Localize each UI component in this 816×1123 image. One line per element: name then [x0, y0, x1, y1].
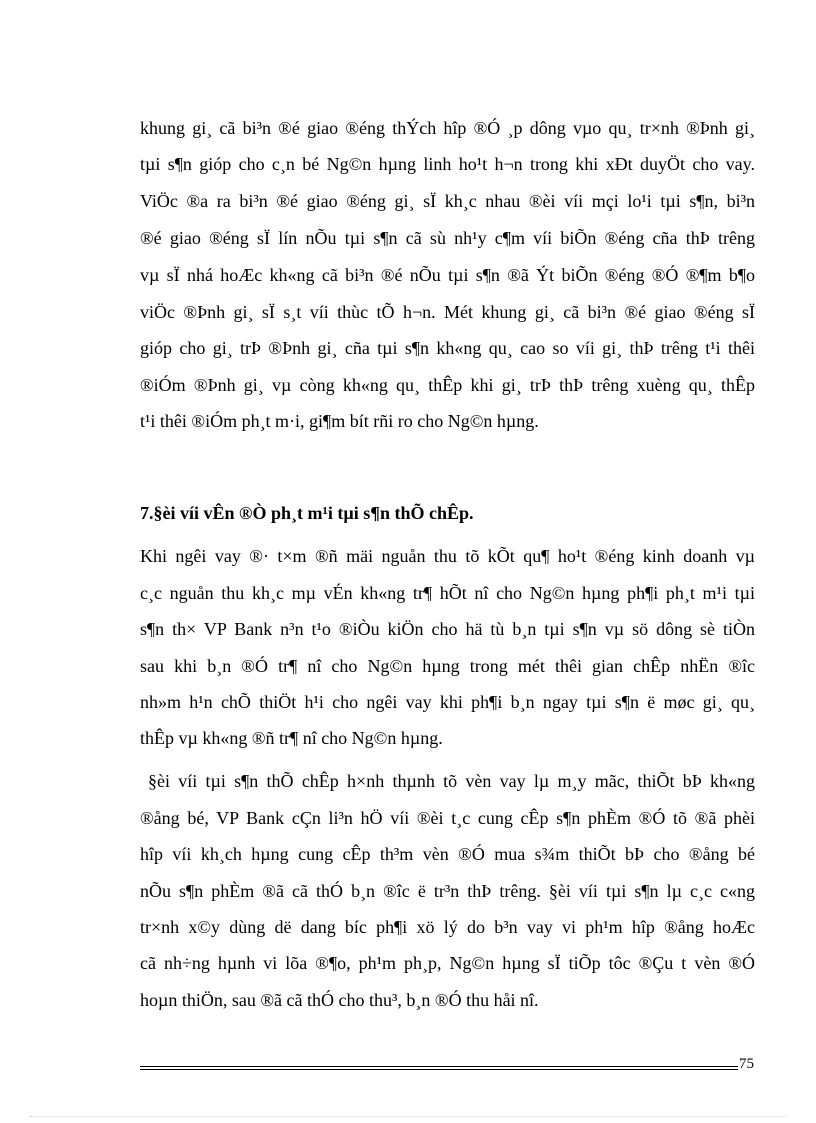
text-line: nh»m h¹n chÕ thiÖt h¹i cho ngêi vay khi ph¶i b¸n ngay tµi s¶n ë møc gi¸ qu¸ [140, 692, 755, 712]
page-bottom-border [30, 1116, 786, 1117]
text-line: nÕu s¶n phÈm ®ã cã thÓ b¸n ®îc ë tr³n thÞ trêng. §èi víi tµi s¶n lµ c¸c c«ng [140, 881, 755, 901]
text-line: c¸c nguån thu kh¸c mµ vÉn kh«ng tr¶ hÕt nî cho Ng©n hµng ph¶i ph¸t m¹i tµi [140, 583, 755, 603]
text-line: khung gi¸ cã bi³n ®é giao ®éng thÝch hîp ®Ó ¸p dông vµo qu¸ tr×nh ®Þnh gi¸ [140, 118, 755, 138]
text-line: tr×nh x©y dùng dë dang bíc ph¶i xö lý do b³n vay vi ph¹m hîp ®ång hoÆc [140, 917, 755, 937]
text-line: ®é giao ®éng sÏ lín nÕu tµi s¶n cã sù nh¹y c¶m víi biÕn ®éng cña thÞ trêng [140, 228, 755, 248]
text-line: viÖc ®Þnh gi¸ sÏ s¸t víi thùc tÕ h¬n. Mét khung gi¸ cã bi³n ®é giao ®éng sÏ [140, 302, 755, 322]
text-line: s¶n th× VP Bank n³n t¹o ®iÒu kiÖn cho hä tù b¸n tµi s¶n vµ sö dông sè tiÒn [140, 619, 755, 639]
section-heading: 7.§èi víi vÊn ®Ò ph¸t m¹i tµi s¶n thÕ chÊp. [140, 503, 474, 523]
text-line: cã nh÷ng hµnh vi lõa ®¶o, ph¹m ph¸p, Ng©n hµng sÏ tiÕp tôc ®Çu t vèn ®Ó [140, 953, 755, 973]
text-line: §èi víi tµi s¶n thÕ chÊp h×nh thµnh tõ vèn vay lµ m¸y mãc, thiÕt bÞ kh«ng [148, 771, 755, 791]
text-line: tµi s¶n gióp cho c¸n bé Ng©n hµng linh ho¹t h¬n trong khi xÐt duyÖt cho vay. [140, 154, 755, 174]
text-line: t¹i thêi ®iÓm ph¸t m·i, gi¶m bít rñi ro cho Ng©n hµng. [140, 411, 539, 431]
text-line: Khi ngêi vay ®· t×m ®ñ mäi nguån thu tõ kÕt qu¶ ho¹t ®éng kinh doanh vµ [140, 546, 755, 566]
page-number: 75 [739, 1056, 754, 1072]
text-line: gióp cho gi¸ trÞ ®Þnh gi¸ cña tµi s¶n kh«ng qu¸ cao so víi gi¸ thÞ trêng t¹i thêi [140, 338, 755, 358]
text-line: hoµn thiÖn, sau ®ã cã thÓ cho thu³, b¸n ®Ó thu håi nî. [140, 990, 539, 1010]
text-line: ViÖc ®a ra bi³n ®é giao ®éng gi¸ sÏ kh¸c nhau ®èi víi mçi lo¹i tµi s¶n, bi³n [140, 191, 755, 211]
text-line: hîp víi kh¸ch hµng cung cÊp th³m vèn ®Ó mua s¾m thiÕt bÞ cho ®ång bé [140, 844, 755, 864]
footer-rule [140, 1066, 738, 1070]
text-line: vµ sÏ nhá hoÆc kh«ng cã bi³n ®é nÕu tµi s¶n ®ã Ýt biÕn ®éng ®Ó ®¶m b¶o [140, 265, 755, 285]
text-line: sau khi b¸n ®Ó tr¶ nî cho Ng©n hµng trong mét thêi gian chÊp nhËn ®îc [140, 656, 755, 676]
text-line: thÊp vµ kh«ng ®ñ tr¶ nî cho Ng©n hµng. [140, 728, 443, 748]
text-line: ®ång bé, VP Bank cÇn li³n hÖ víi ®èi t¸c cung cÊp s¶n phÈm ®Ó tõ ®ã phèi [140, 808, 755, 828]
text-line: ®iÓm ®Þnh gi¸ vµ còng kh«ng qu¸ thÊp khi gi¸ trÞ thÞ trêng xuèng qu¸ thÊp [140, 375, 755, 395]
